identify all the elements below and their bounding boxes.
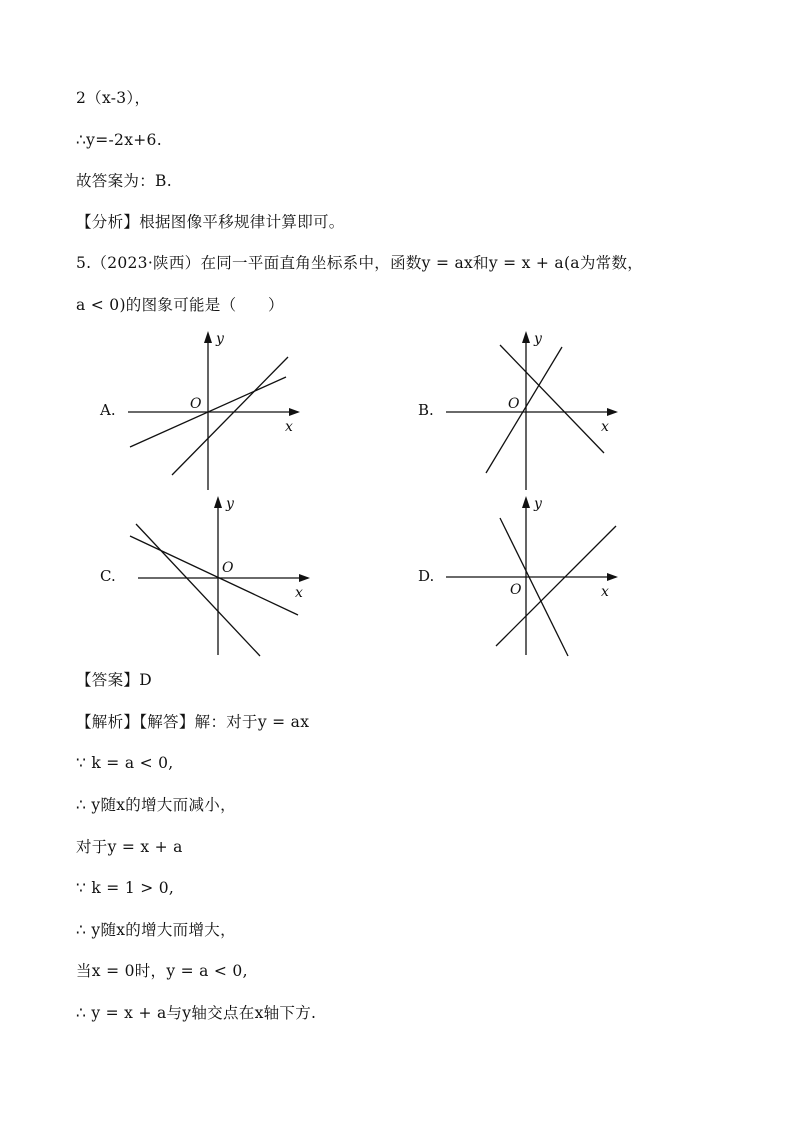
y-axis-arrow: [204, 331, 212, 343]
solution-line-2: ∵ k = a < 0,: [76, 754, 174, 772]
solution-line-1: 【解析】【解答】解：对于y = ax: [76, 713, 310, 731]
option-b-label: B.: [418, 401, 434, 419]
y-axis-arrow: [522, 331, 530, 343]
option-a-label: A.: [100, 401, 116, 419]
option-d-graph: [438, 490, 628, 660]
solution-line-3: ∴ y随x的增大而减小，: [76, 796, 236, 814]
text-line-1: 2（x-3），: [76, 89, 151, 107]
solution-line-8: ∴ y = x + a与y轴交点在x轴下方.: [76, 1004, 317, 1022]
y-axis-label: y: [216, 331, 224, 347]
y-axis-arrow: [522, 496, 530, 508]
x-axis-label: x: [285, 419, 293, 435]
text-line-3: 故答案为：B.: [76, 172, 172, 190]
x-axis-arrow: [607, 573, 618, 581]
y-axis-arrow: [214, 496, 222, 508]
solution-line-5: ∵ k = 1 > 0,: [76, 879, 175, 897]
x-axis-arrow: [607, 408, 618, 416]
line-2: [172, 357, 288, 475]
analysis-line: 【分析】根据图像平移规律计算即可。: [76, 213, 345, 231]
x-axis-label: x: [295, 585, 303, 601]
x-axis-arrow: [299, 574, 310, 582]
text-line-2: ∴y=-2x+6.: [76, 131, 162, 149]
solution-line-6: ∴ y随x的增大而增大，: [76, 921, 236, 939]
x-axis-label: x: [601, 419, 609, 435]
origin-label: O: [508, 396, 520, 412]
origin-label: O: [190, 396, 202, 412]
option-c-label: C.: [100, 567, 116, 585]
line-2: [486, 347, 562, 473]
line-2: [136, 524, 260, 656]
y-axis-label: y: [534, 496, 542, 512]
solution-line-4: 对于y = x + a: [76, 838, 183, 856]
origin-label: O: [222, 560, 234, 576]
y-axis-label: y: [534, 331, 542, 347]
solution-line-7: 当x = 0时，y = a < 0,: [76, 962, 248, 980]
x-axis-arrow: [289, 408, 300, 416]
x-axis-label: x: [601, 584, 609, 600]
y-axis-label: y: [226, 496, 234, 512]
origin-label: O: [510, 582, 522, 598]
line-1: [130, 536, 298, 615]
option-a-graph: [120, 325, 310, 495]
question-line-2: a < 0)的图象可能是（ ）: [76, 296, 284, 314]
option-d-label: D.: [418, 567, 435, 585]
answer-line: 【答案】D: [76, 671, 152, 689]
question-line-1: 5.（2023·陕西）在同一平面直角坐标系中，函数y = ax和y = x + a(a为常数，: [76, 254, 644, 272]
option-b-graph: [438, 325, 628, 495]
option-c-graph: [120, 490, 320, 660]
